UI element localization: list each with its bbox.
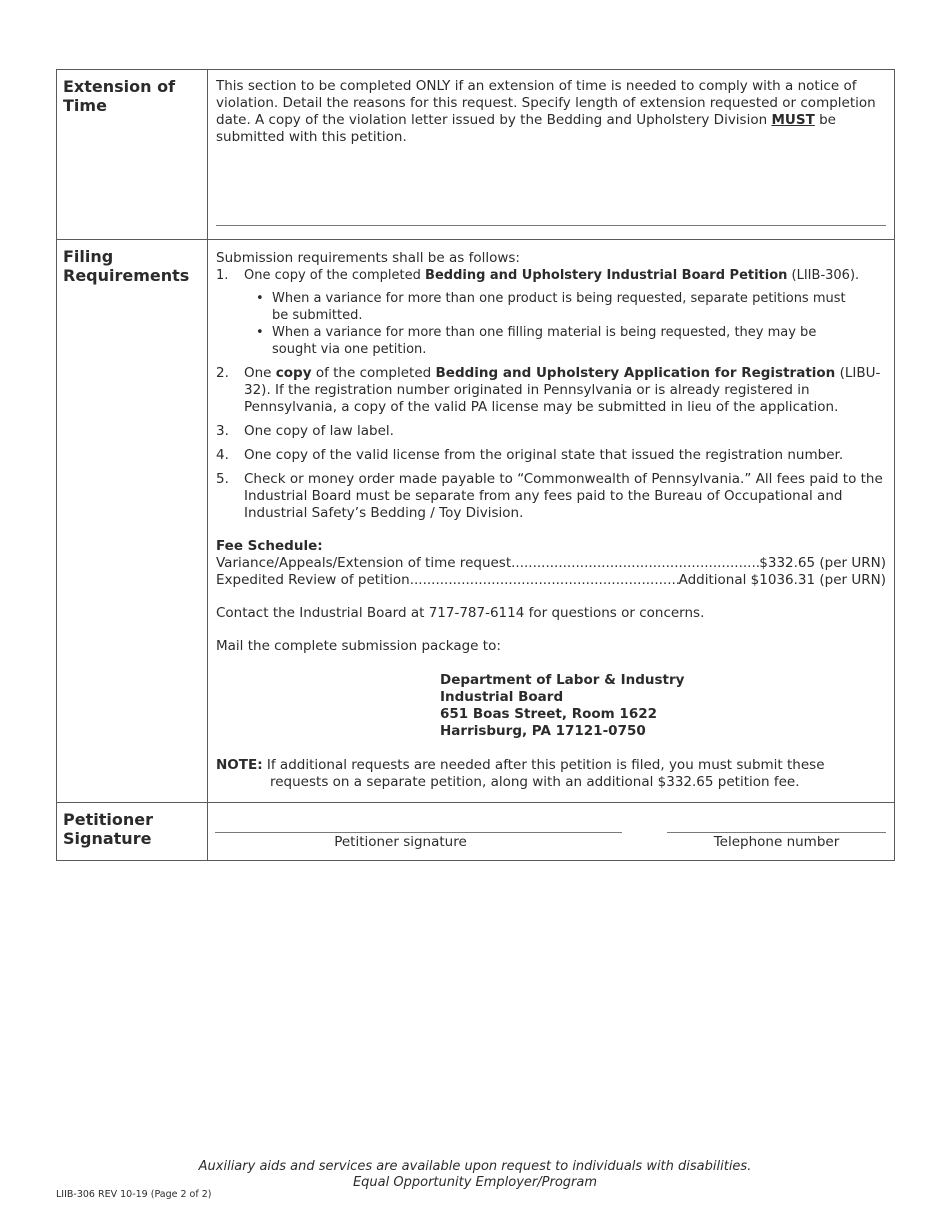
extension-content-cell[interactable]: [208, 70, 895, 240]
fee-amount: Additional $1036.31 (per URN): [678, 572, 886, 588]
item1-after: (LIIB-306).: [787, 268, 860, 283]
extension-must: MUST: [771, 112, 815, 128]
item-number: 1.: [216, 268, 229, 283]
item-number: 5.: [216, 471, 229, 487]
form-code: LIIB-306 REV 10-19 (Page 2 of 2): [56, 1189, 212, 1200]
item2-application-title: Bedding and Upholstery Application for Registration: [435, 365, 836, 381]
mail-instructions: Mail the complete submission package to:: [216, 638, 501, 654]
requirement-item-2-text: [244, 365, 886, 416]
extension-label: Extension of Time: [63, 77, 176, 115]
requirement-item-5-text: Check or money order made payable to “Commonwealth of Pennsylvania.” All fees paid to the Industrial Board must be separate from any fees paid to the Bureau of Occupational and Industrial Safety’s Bedding / Toy Division.: [244, 471, 883, 521]
filing-content-cell: [208, 240, 895, 803]
item-number: 3.: [216, 423, 229, 439]
requirement-item-3-text: One copy of law label.: [244, 423, 394, 439]
extension-response-line[interactable]: [216, 225, 886, 226]
requirement-item-2: [216, 365, 886, 416]
fee-row-expedited: [216, 572, 886, 589]
address-line: Industrial Board: [440, 689, 564, 705]
fee-row-variance: [216, 555, 886, 572]
petitioner-signature-caption: Petitioner signature: [334, 834, 467, 850]
requirement-item-3: [216, 423, 886, 440]
signature-label-cell: [57, 803, 208, 861]
fee-label: Variance/Appeals/Extension of time request: [216, 555, 512, 571]
extension-text-before: This section to be completed ONLY if an extension of time is needed to comply with a notice of violation. Detail the reasons for this request. Specify length of extension requested or completion date. A copy of the violation letter issued by the Bedding and Upholstery Division: [216, 78, 876, 128]
petitioner-signature-line[interactable]: [215, 832, 622, 833]
filing-label: Filing Requirements: [63, 247, 190, 285]
note-label: NOTE:: [216, 757, 263, 773]
requirement-item-5: [216, 471, 886, 522]
telephone-number-caption: Telephone number: [713, 834, 840, 850]
extension-row: [57, 70, 895, 240]
item2-before: One: [244, 365, 276, 381]
fee-label: Expedited Review of petition: [216, 572, 410, 588]
requirement-item-4: [216, 447, 886, 464]
mailing-address: [440, 672, 886, 740]
item1-before: One copy of the completed: [244, 268, 426, 283]
fee-amount: $332.65 (per URN): [759, 555, 886, 571]
contact-info: Contact the Industrial Board at 717-787-6114 for questions or concerns.: [216, 605, 705, 621]
fee-leader-dots: [511, 555, 759, 572]
address-line: 651 Boas Street, Room 1622: [440, 706, 658, 722]
signature-label: Petitioner Signature: [63, 810, 153, 848]
extension-label-cell: [57, 70, 208, 240]
item2-mid: of the completed: [311, 365, 436, 381]
address-line: Department of Labor & Industry: [440, 672, 685, 688]
requirement-item-1: [216, 267, 886, 284]
item-number: 2.: [216, 365, 229, 381]
item2-copy: copy: [275, 365, 312, 381]
signature-content-cell: [208, 803, 895, 861]
requirement-1-bullets: [216, 290, 886, 358]
item1-petition-title: Bedding and Upholstery Industrial Board Petition: [425, 268, 788, 283]
note-text: If additional requests are needed after this petition is filed, you must submit these requests on a separate petition, along with an additional $332.65 petition fee.: [262, 757, 825, 790]
item2-after: (LIBU-32). If the registration number originated in Pennsylvania or is already registered in Pennsylvania, a copy of the valid PA license may be submitted in lieu of the application.: [244, 365, 881, 415]
bullet-item: • When a variance for more than one filling material is being requested, they may be sought via one petition.: [272, 324, 886, 358]
filing-intro: Submission requirements shall be as follows:: [216, 250, 520, 266]
fee-leader-dots: [410, 572, 679, 589]
filing-row: [57, 240, 895, 803]
bullet-item: • When a variance for more than one product is being requested, separate petitions must be submitted.: [272, 290, 886, 324]
filing-label-cell: [57, 240, 208, 803]
signature-fields: [208, 803, 894, 853]
fee-schedule-heading: Fee Schedule:: [216, 538, 323, 554]
footer-notice: [0, 1159, 950, 1191]
note-paragraph: [216, 757, 886, 791]
requirement-item-4-text: One copy of the valid license from the original state that issued the registration number.: [244, 447, 844, 463]
item-number: 4.: [216, 447, 229, 463]
address-line: Harrisburg, PA 17121-0750: [440, 723, 646, 739]
requirement-item-1-text: [244, 267, 886, 284]
footer-eeo-line: Equal Opportunity Employer/Program: [352, 1175, 598, 1190]
extension-text-after: be submitted with this petition.: [216, 112, 836, 145]
petition-form-table: [56, 69, 895, 861]
telephone-number-line[interactable]: [667, 832, 886, 833]
extension-instructions: [216, 78, 886, 146]
signature-row: [57, 803, 895, 861]
footer-accessibility-line: Auxiliary aids and services are available upon request to individuals with disabilities.: [198, 1159, 752, 1174]
